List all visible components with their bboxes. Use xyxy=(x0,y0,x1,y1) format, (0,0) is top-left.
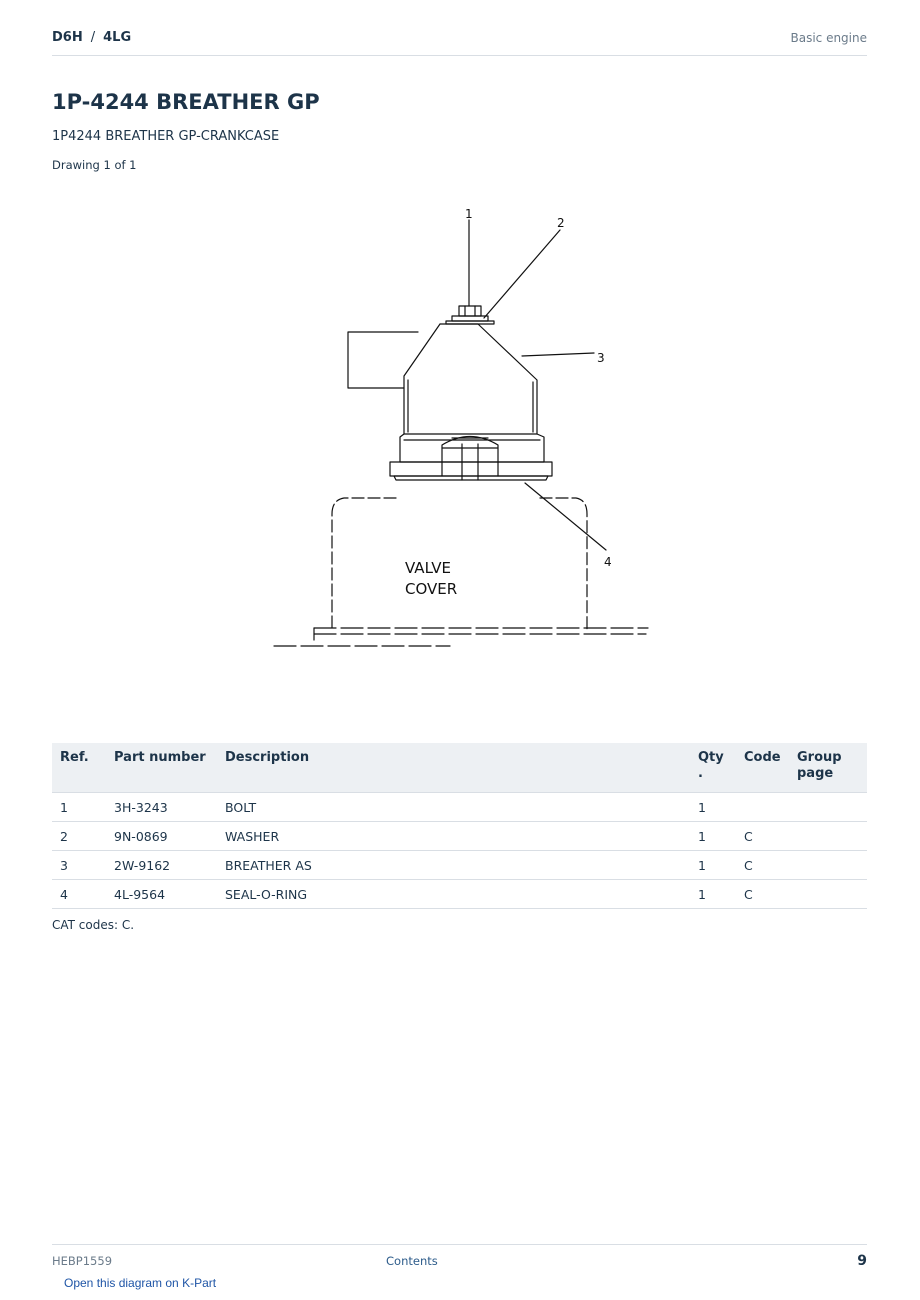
cell-description: BREATHER AS xyxy=(217,851,690,880)
col-qty-line1: Qty xyxy=(698,750,724,765)
table-header-row xyxy=(52,743,867,793)
table-row xyxy=(52,851,867,880)
callout-1: 1 xyxy=(465,207,473,221)
callout-4: 4 xyxy=(604,555,612,569)
cell-qty: 1 xyxy=(690,793,736,822)
cell-description: SEAL-O-RING xyxy=(217,880,690,909)
cell-description: BOLT xyxy=(217,793,690,822)
col-part-number: Part number xyxy=(106,743,217,793)
leader-2 xyxy=(484,230,560,318)
cell-part-number[interactable]: 9N-0869 xyxy=(106,822,217,851)
callout-2: 2 xyxy=(557,216,565,230)
cat-codes-note: CAT codes: C. xyxy=(52,918,135,932)
table-row xyxy=(52,822,867,851)
cell-code: C xyxy=(736,880,789,909)
parts-diagram xyxy=(260,200,660,700)
table-row xyxy=(52,793,867,822)
valve-cover-label: COVER xyxy=(405,580,458,598)
cell-qty: 1 xyxy=(690,822,736,851)
cell-part-number[interactable]: 4L-9564 xyxy=(106,880,217,909)
valve-cover xyxy=(332,498,396,630)
page-subtitle: 1P4244 BREATHER GP-CRANKCASE xyxy=(52,129,280,144)
cell-part-number[interactable]: 3H-3243 xyxy=(106,793,217,822)
col-group-line1: Group xyxy=(797,750,842,765)
page-title: 1P-4244 BREATHER GP xyxy=(52,90,320,114)
section-name: Basic engine xyxy=(790,31,867,45)
callout-3: 3 xyxy=(597,351,605,365)
page-number: 9 xyxy=(857,1253,867,1269)
breadcrumb xyxy=(52,30,131,45)
drawing-count: Drawing 1 of 1 xyxy=(52,158,137,172)
col-group-line2: page xyxy=(797,766,834,781)
washer xyxy=(452,316,488,321)
cell-qty: 1 xyxy=(690,880,736,909)
valve-cover-label: VALVE xyxy=(405,559,452,577)
leader-3 xyxy=(522,353,594,356)
col-qty-line2: . xyxy=(698,766,703,781)
cell-ref: 2 xyxy=(52,822,106,851)
cell-code: C xyxy=(736,822,789,851)
cell-group-page xyxy=(789,822,867,851)
breather-flange xyxy=(390,462,552,476)
document-id: HEBP1559 xyxy=(52,1254,113,1268)
contents-link[interactable]: Contents xyxy=(386,1254,438,1268)
breadcrumb-model[interactable]: D6H xyxy=(52,30,83,45)
cell-description: WASHER xyxy=(217,822,690,851)
bolt-head xyxy=(459,306,481,316)
table-row xyxy=(52,880,867,909)
cell-ref: 3 xyxy=(52,851,106,880)
cell-part-number[interactable]: 2W-9162 xyxy=(106,851,217,880)
col-description: Description xyxy=(217,743,690,793)
leader-4 xyxy=(525,483,606,550)
cell-group-page xyxy=(789,793,867,822)
breather-side-arm xyxy=(348,332,418,388)
cell-ref: 4 xyxy=(52,880,106,909)
col-qty xyxy=(690,743,736,793)
cell-ref: 1 xyxy=(52,793,106,822)
cell-group-page xyxy=(789,851,867,880)
cell-group-page xyxy=(789,880,867,909)
open-kpart-link[interactable]: Open this diagram on K-Part xyxy=(64,1276,217,1290)
col-code: Code xyxy=(736,743,789,793)
breather-body xyxy=(404,324,537,434)
cell-qty: 1 xyxy=(690,851,736,880)
cell-code xyxy=(736,793,789,822)
parts-table xyxy=(52,743,867,909)
page-header xyxy=(52,28,867,56)
breadcrumb-separator: / xyxy=(90,30,96,45)
col-group-page xyxy=(789,743,867,793)
breadcrumb-arrangement[interactable]: 4LG xyxy=(103,30,132,45)
cell-code: C xyxy=(736,851,789,880)
col-ref: Ref. xyxy=(52,743,106,793)
page-footer xyxy=(52,1244,867,1275)
